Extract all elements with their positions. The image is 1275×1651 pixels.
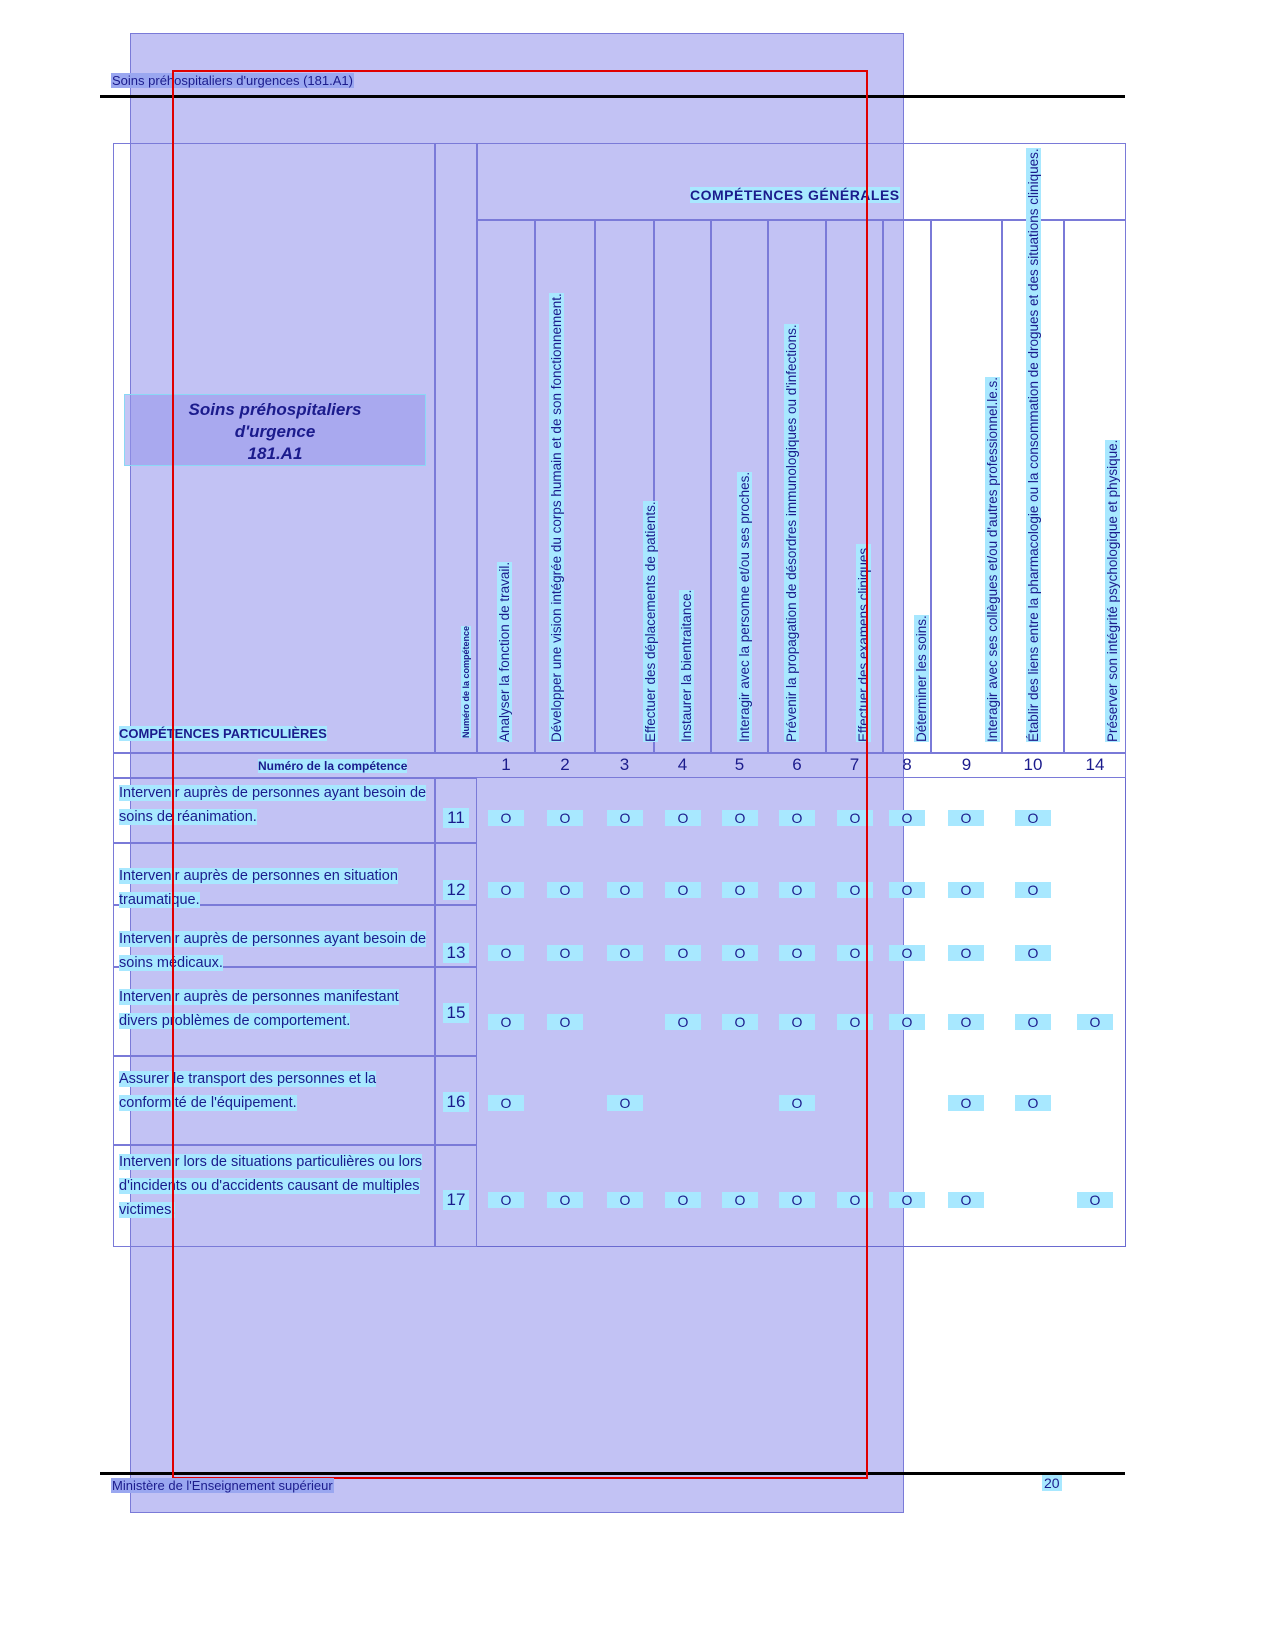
column-number-8: 8 (902, 755, 912, 774)
row-label: Intervenir auprès de personnes manifestant divers problèmes de comportement. (119, 989, 399, 1029)
matrix-mark: O (1015, 882, 1051, 898)
row-number: 11 (443, 808, 469, 828)
matrix-mark: O (1015, 1014, 1051, 1030)
matrix-mark: O (665, 882, 701, 898)
matrix-mark: O (722, 810, 758, 826)
row-number: 17 (443, 1190, 469, 1210)
matrix-mark: O (1015, 1095, 1051, 1111)
matrix-mark: O (837, 945, 873, 961)
matrix-mark: O (889, 882, 925, 898)
matrix-mark: O (607, 882, 643, 898)
matrix-mark: O (665, 810, 701, 826)
matrix-mark: O (779, 882, 815, 898)
column-title-4: Instaurer la bientraitance. (679, 589, 694, 742)
column-title-6: Prévenir la propagation de désordres immunologiques ou d'infections. (784, 324, 799, 742)
column-number-4: 4 (677, 755, 688, 774)
matrix-mark: O (488, 945, 524, 961)
matrix-mark: O (779, 1192, 815, 1208)
competence-number-vertical-label: Numéro de la compétence (461, 625, 471, 738)
column-title-3: Effectuer des déplacements de patients. (643, 501, 658, 742)
matrix-mark: O (889, 810, 925, 826)
column-number-1: 1 (501, 755, 511, 774)
column-title-8: Déterminer les soins. (914, 615, 929, 742)
matrix-mark: O (547, 810, 583, 826)
matrix-mark: O (607, 1095, 643, 1111)
row-number: 13 (443, 943, 469, 963)
matrix-mark: O (889, 1014, 925, 1030)
row-label: Intervenir lors de situations particulières ou lors d'incidents ou d'accidents causant de multiples victimes. (119, 1154, 423, 1218)
matrix-mark: O (837, 1014, 873, 1030)
column-title-10: Établir des liens entre la pharmacologie ou la consommation de drogues et des situations cliniques. (1026, 148, 1041, 742)
matrix-mark: O (837, 1192, 873, 1208)
matrix-mark: O (547, 882, 583, 898)
matrix-mark: O (948, 1192, 984, 1208)
matrix-mark: O (488, 1192, 524, 1208)
column-number-3: 3 (619, 755, 630, 774)
general-competences-title: COMPÉTENCES GÉNÉRALES (690, 187, 900, 203)
matrix-mark: O (948, 945, 984, 961)
column-number-9: 9 (961, 755, 972, 774)
matrix-mark: O (607, 945, 643, 961)
column-number-14: 14 (1085, 755, 1105, 774)
matrix-mark: O (722, 882, 758, 898)
matrix-mark: O (837, 882, 873, 898)
matrix-mark: O (547, 945, 583, 961)
program-title-line3: 181.A1 (247, 444, 303, 463)
footer-rule (100, 1472, 1125, 1475)
matrix-mark: O (488, 882, 524, 898)
matrix-mark: O (547, 1192, 583, 1208)
matrix-mark: O (889, 1192, 925, 1208)
column-number-10: 10 (1023, 755, 1043, 774)
column-number-6: 6 (792, 755, 802, 774)
column-title-2-line1: Développer une vision intégrée du corps humain et de son fonctionnement. (549, 293, 564, 742)
column-title-9: Interagir avec ses collègues et/ou d'autres professionnel.le.s. (985, 376, 1000, 742)
matrix-mark: O (488, 1095, 524, 1111)
column-number-5: 5 (734, 755, 745, 774)
matrix-mark: O (547, 1014, 583, 1030)
competence-number-row-label: Numéro de la compétence (258, 759, 408, 773)
matrix-mark: O (665, 1192, 701, 1208)
matrix-mark: O (1077, 1192, 1113, 1208)
row-label: Assurer le transport des personnes et la conformité de l'équipement. (119, 1071, 377, 1111)
row-number: 16 (443, 1092, 469, 1112)
column-head-2 (535, 220, 595, 753)
column-number-2: 2 (560, 755, 570, 774)
column-title-5: Interagir avec la personne et/ou ses proches. (737, 471, 752, 742)
document-header: Soins préhospitaliers d'urgences (181.A1) (112, 73, 353, 88)
matrix-mark: O (722, 1192, 758, 1208)
matrix-mark: O (665, 1014, 701, 1030)
matrix-mark: O (889, 945, 925, 961)
page-number: 20 (1044, 1475, 1060, 1491)
matrix-mark: O (722, 945, 758, 961)
matrix-mark: O (607, 1192, 643, 1208)
column-number-7: 7 (849, 755, 860, 774)
matrix-mark: O (488, 1014, 524, 1030)
matrix-mark: O (779, 945, 815, 961)
particular-competences-title: COMPÉTENCES PARTICULIÈRES (119, 726, 327, 741)
program-title-line2: d'urgence (234, 422, 316, 441)
matrix-mark: O (779, 1095, 815, 1111)
matrix-mark: O (948, 882, 984, 898)
matrix-mark: O (779, 810, 815, 826)
header-rule (100, 95, 1125, 98)
matrix-mark: O (837, 810, 873, 826)
row-number: 12 (443, 880, 469, 900)
row-label: Intervenir auprès de personnes ayant besoin de soins de réanimation. (119, 785, 427, 825)
matrix-mark: O (607, 810, 643, 826)
row-label: Intervenir auprès de personnes ayant besoin de soins médicaux. (119, 931, 427, 971)
matrix-mark: O (1015, 945, 1051, 961)
row-number: 15 (443, 1003, 469, 1023)
row-label: Intervenir auprès de personnes en situation traumatique. (119, 868, 398, 908)
matrix-mark: O (488, 810, 524, 826)
matrix-mark: O (948, 1095, 984, 1111)
matrix-mark: O (1077, 1014, 1113, 1030)
column-title-1: Analyser la fonction de travail. (497, 561, 512, 742)
column-title-7: Effectuer des examens cliniques. (856, 544, 871, 742)
program-title-line1: Soins préhospitaliers (188, 400, 362, 419)
column-title-14: Préserver son intégrité psychologique et physique. (1105, 439, 1120, 742)
column-head-7 (826, 220, 883, 753)
program-title-block (124, 394, 426, 466)
matrix-mark: O (665, 945, 701, 961)
document-footer: Ministère de l'Enseignement supérieur (112, 1478, 333, 1493)
matrix-mark: O (948, 1014, 984, 1030)
matrix-mark: O (1015, 810, 1051, 826)
matrix-mark: O (779, 1014, 815, 1030)
matrix-mark: O (722, 1014, 758, 1030)
matrix-mark: O (948, 810, 984, 826)
